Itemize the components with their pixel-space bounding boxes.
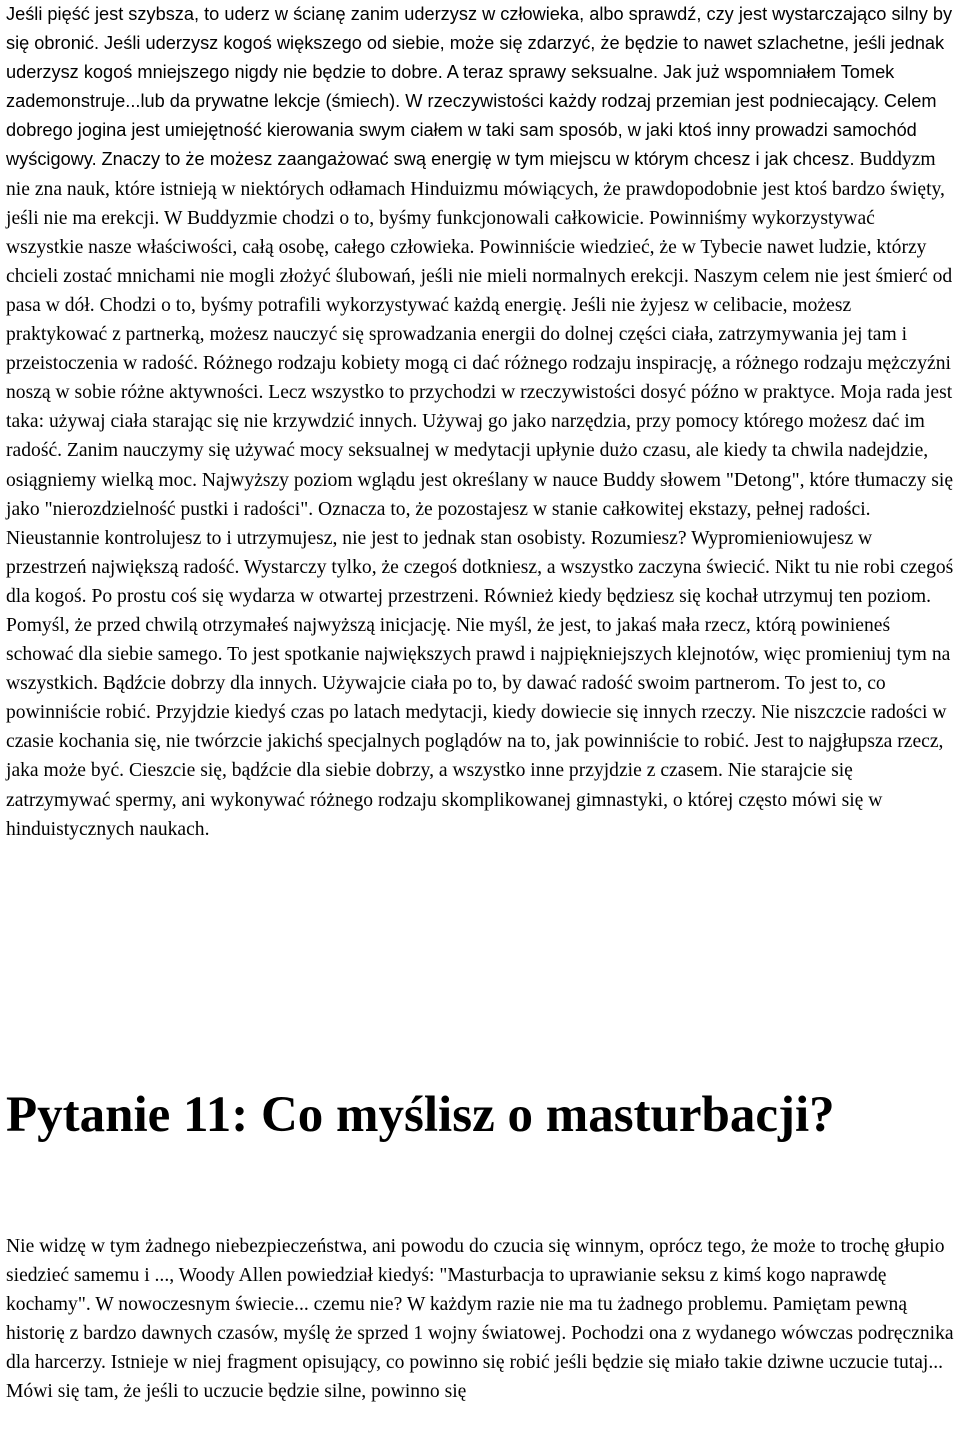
- section-heading: Pytanie 11: Co myślisz o masturbacji?: [6, 1087, 835, 1143]
- body-paragraph-1: [6, 0, 954, 844]
- body-paragraph-2: Nie widzę w tym żadnego niebezpieczeństwa, ani powodu do czucia się winnym, oprócz tego, że może to trochę głupio siedzieć samemu i ..., Woody Allen powiedział kiedyś: "Masturbacja to uprawianie seksu z kimś kogo naprawdę kochamy". W nowoczesnym świecie... czemu nie? W każdym razie nie ma tu żadnego problemu. Pamiętam pewną historię z bardzo dawnych czasów, myślę że sprzed 1 wojny światowej. Pochodzi ona z wydanego wówczas podręcznika dla harcerzy. Istnieje w niej fragment opisujący, co powinno się robić jeśli będzie się miało takie dziwne uczucie tutaj... Mówi się tam, że jeśli to uczucie będzie silne, powinno się: [6, 1236, 954, 1403]
- paragraph-1-part-2: Celem dobrego jogina jest umiejętność kierowania swym ciałem w taki sam sposób, w jaki ktoś inny prowadzi samochód wyścigowy.: [6, 91, 937, 170]
- paragraph-1-part-3: Znaczy to że możesz zaangażować swą energię w tym miejscu w którym chcesz i jak chcesz.: [101, 149, 855, 170]
- paragraph-1-part-1: Jeśli pięść jest szybsza, to uderz w ścianę zanim uderzysz w człowieka, albo sprawdź, czy jest wystarczająco silny by się obronić. Jeśli uderzysz kogoś większego od siebie, może się zdarzyć, że będzie to nawet szlachetne, jeśli jednak uderzysz kogoś mniejszego nigdy nie będzie to dobre. A teraz sprawy seksualne. Jak już wspomniałem Tomek zademonstruje...lub da prywatne lekcje (śmiech). W rzeczywistości każdy rodzaj przemian jest podniecający.: [6, 4, 953, 112]
- paragraph-1-part-4: Buddyzm nie zna nauk, które istnieją w niektórych odłamach Hinduizmu mówiących, że prawdopodobnie jest ktoś bardzo święty, jeśli nie ma erekcji. W Buddyzmie chodzi o to, byśmy funkcjonowali całkowicie. Powinniśmy wykorzystywać wszystkie nasze właściwości, całą osobę, całego człowieka. Powinniście wiedzieć, że w Tybecie nawet ludzie, którzy chcieli zostać mnichami nie mogli złożyć ślubowań, jeśli nie mieli normalnych erekcji. Naszym celem nie jest śmierć od pasa w dół. Chodzi o to, byśmy potrafili wykorzystywać każdą energię. Jeśli nie żyjesz w celibacie, możesz praktykować z partnerką, możesz nauczyć się sprowadzania energii do dolnej części ciała, zatrzymywania jej tam i przeistoczenia w radość. Różnego rodzaju kobiety mogą ci dać różnego rodzaju inspirację, a różnego rodzaju mężczyźni noszą w sobie różne aktywności. Lecz wszystko to przychodzi w rzeczywistości dosyć późno w praktyce. Moja rada jest taka: używaj ciała starając się nie krzywdzić innych. Używaj go jako narzędzia, przy pomocy którego możesz dać im radość. Zanim nauczymy się używać mocy seksualnej w medytacji upłynie dużo czasu, ale kiedy ta chwila nadejdzie, osiągniemy wielką moc. Najwyższy poziom wglądu jest określany w nauce Buddy słowem "Detong", które tłumaczy się jako "nierozdzielność pustki i radości". Oznacza to, że pozostajesz w stanie całkowitej ekstazy, pełnej radości. Nieustannie kontrolujesz to i utrzymujesz, nie jest to jednak stan osobisty. Rozumiesz? Wypromieniowujesz w przestrzeń największą radość. Wystarczy tylko, że czegoś dotkniesz, a wszystko zaczyna świecić. Nikt tu nie robi czegoś dla kogoś. Po prostu coś się wydarza w otwartej przestrzeni. Również kiedy będziesz się kochał utrzymuj ten poziom. Pomyśl, że przed chwilą otrzymałeś najwyższą inicjację. Nie myśl, że jest, to jakaś mała rzecz, którą powinieneś schować dla siebie samego. To jest spotkanie największych prawd i najpiękniejszych klejnotów, więc promieniuj tym na wszystkich. Bądźcie dobrzy dla innych. Używajcie ciała po to, by dawać radość swoim partnerom. To jest to, co powinniście robić. Przyjdzie kiedyś czas po latach medytacji, kiedy dowiecie się innych rzeczy. Nie niszczcie radości w czasie kochania się, nie twórzcie jakichś specjalnych poglądów na to, jak powinniście to robić. Jest to najgłupsza rzecz, jaka może być. Cieszcie się, bądźcie dla siebie dobrzy, a wszystko inne przyjdzie z czasem. Nie starajcie się zatrzymywać spermy, ani wykonywać różnego rodzaju skomplikowanej gimnastyki, o której często mówi się w hinduistycznych naukach.: [6, 149, 954, 840]
- document-page: [6, 0, 954, 1403]
